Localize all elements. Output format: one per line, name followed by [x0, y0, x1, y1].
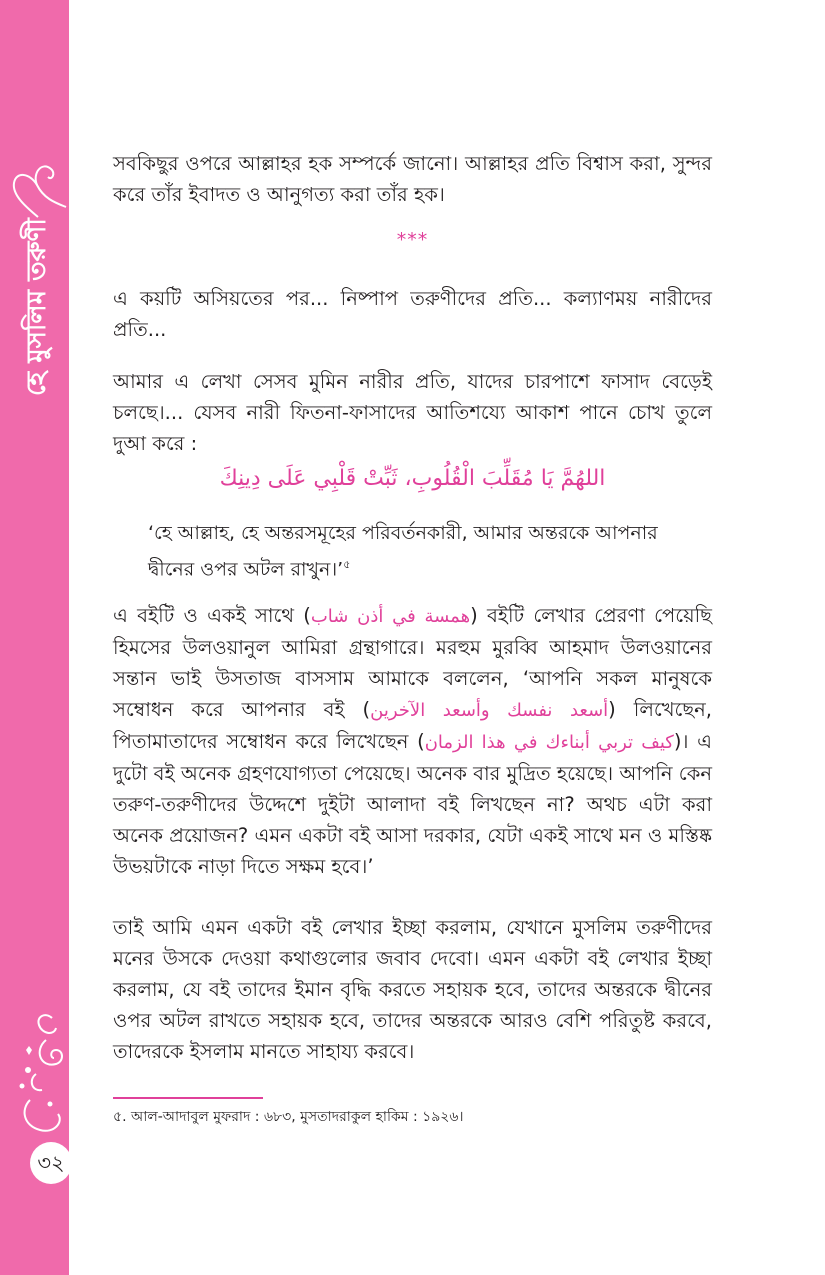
paragraph-4: [113, 600, 712, 882]
paragraph-1: সবকিছুর ওপরে আল্লাহর হক সম্পর্কে জানো। আল্লাহর প্রতি বিশ্বাস করা, সুন্দর করে তাঁর ইবাদত ও আনুগত্য করা তাঁর হক।: [113, 152, 712, 206]
p4-text-4: )। এ দুটো বই অনেক গ্রহণযোগ্যতা পেয়েছে। অনেক বার মুদ্রিত হয়েছে। আপনি কেন তরুণ-তরুণীদের উদ্দেশে দুইটা আলাদা বই লিখছেন না? অথচ এটা করা অনেক প্রয়োজন? এমন একটা বই আসা দরকার, যেটা একই সাথে মন ও মস্তিষ্ক উভয়টাকে নাড়া দিতে সক্ষম হবে।’: [113, 730, 712, 878]
p4-text-3: ) লিখেছেন, পিতামাতাদের সম্বোধন করে লিখেছেন (: [113, 698, 712, 753]
page-number: ৩২: [30, 1142, 72, 1184]
quote-text: ‘হে আল্লাহ, হে অন্তরসমূহের পরিবর্তনকারী, আমার অন্তরকে আপনার দ্বীনের ওপর অটল রাখুন।’: [148, 522, 658, 581]
section-separator: ***: [396, 229, 429, 251]
footnote-marker: ৫: [343, 558, 351, 571]
quote-translation: [148, 517, 708, 585]
arabic-book-title-2: أسعد نفسك وأسعد الآخرين: [370, 700, 609, 721]
paragraph-5: তাই আমি এমন একটা বই লেখার ইচ্ছা করলাম, যেখানে মুসলিম তরুণীদের মনের উসকে দেওয়া কথাগুলোর জবাব দেবো। এমন একটা বই লেখার ইচ্ছা করলাম, যে বই তাদের ইমান বৃদ্ধি করতে সহায়ক হবে, তাদের অন্তরকে দ্বীনের ওপর অটল রাখতে সহায়ক হবে, তাদের অন্তরকে আরও বেশি পরিতুষ্ট করবে, তাদেরকে ইসলাম মানতে সাহায্য করবে।: [113, 916, 712, 1063]
p4-text-2: ) বইটি লেখার প্রেরণা পেয়েছি হিমসের উলওয়ানুল আমিরা গ্রন্থাগারে। মরহুম মুরব্বি আহমাদ উলওয়ানের সন্তান ভাই উসতাজ বাসসাম আমাকে বললেন, ‘আপনি সকল মানুষকে সম্বোধন করে আপনার বই (: [113, 604, 712, 721]
arabic-dua: اللهُمَّ يَا مُقَلِّبَ الْقُلُوبِ، ثَبِّتْ قَلْبِي عَلَى دِينِكَ: [219, 466, 606, 491]
book-title-vertical: হে মুসলিম তরুণী: [22, 218, 52, 396]
footnote: ৫. আল-আদাবুল মুফরাদ : ৬৮৩, মুসতাদরাকুল হাকিম : ১৯২৬।: [113, 1109, 464, 1125]
paragraph-3: আমার এ লেখা সেসব মুমিন নারীর প্রতি, যাদের চারপাশে ফাসাদ বেড়েই চলছে।... যেসব নারী ফিতনা-ফাসাদের আতিশয্যে আকাশ পানে চোখ তুলে দুআ করে :: [113, 370, 712, 455]
p4-text-1: এ বইটি ও একই সাথে (: [113, 604, 311, 627]
arabic-book-title-3: كيف تربي أبناءك في هذا الزمان: [424, 732, 674, 753]
arabic-book-title-1: همسة في أذن شاب: [310, 606, 471, 627]
floral-hearts-icon: [6, 1010, 68, 1140]
footnote-divider: [113, 1097, 263, 1099]
sidebar: [0, 0, 69, 1275]
paragraph-2: এ কয়টি অসিয়তের পর... নিষ্পাপ তরুণীদের প্রতি... কল্যাণময় নারীদের প্রতি...: [113, 287, 712, 341]
